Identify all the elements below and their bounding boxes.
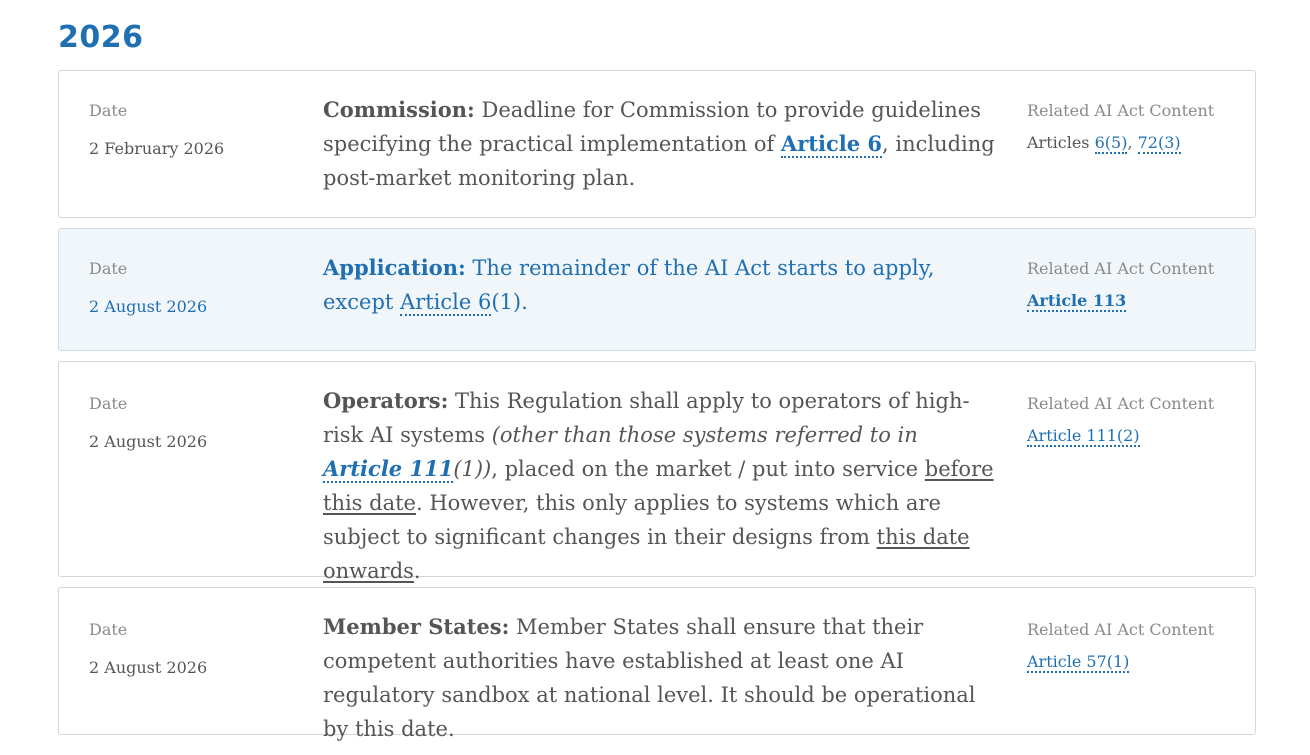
timeline-entry — [58, 361, 1256, 583]
entry-description — [323, 384, 995, 588]
article-link[interactable]: Article 6 — [780, 131, 883, 156]
description-text: . — [413, 559, 421, 583]
description-italic: (other than those systems referred to in — [491, 423, 918, 447]
related-label: Related AI Act Content — [1027, 101, 1215, 120]
date-column — [89, 394, 299, 452]
actor-label: Member States: — [323, 614, 510, 639]
article-link[interactable]: Article 6 — [400, 290, 492, 314]
date-label: Date — [89, 620, 128, 639]
description-text: Deadline for Commission to provide guidelines specifying the practical implementation of — [323, 98, 981, 156]
entry-description — [323, 251, 995, 319]
date-column — [89, 259, 299, 317]
related-article-link[interactable]: 6(5) — [1094, 133, 1128, 152]
related-column — [1027, 101, 1247, 153]
date-label: Date — [89, 259, 128, 278]
timeline-entry — [58, 70, 1256, 218]
actor-label: Operators: — [323, 388, 449, 413]
actor-label: Application: — [323, 255, 466, 280]
date-label: Date — [89, 394, 128, 413]
description-text: (1). — [491, 290, 528, 314]
underlined-phrase: this date onwards — [323, 525, 970, 583]
related-value — [1027, 291, 1247, 311]
description-text: . However, this only applies to systems which are subject to significant changes in their designs from — [323, 491, 941, 549]
date-value: 2 August 2026 — [89, 658, 208, 677]
date-value: 2 August 2026 — [89, 297, 208, 316]
description-text: Member States shall ensure that their competent authorities have established at least one AI regulatory sandbox at national level. It should be operational by this date. — [323, 615, 976, 741]
description-text: The remainder of the AI Act starts to apply, except — [323, 256, 935, 314]
related-label: Related AI Act Content — [1027, 620, 1215, 639]
related-article-link[interactable]: Article 57(1) — [1027, 652, 1130, 671]
related-column — [1027, 259, 1247, 311]
timeline-entry — [58, 587, 1256, 741]
date-value: 2 August 2026 — [89, 432, 208, 451]
description-text: , including post-market monitoring plan. — [323, 132, 995, 190]
entry-description — [323, 610, 995, 746]
related-label: Related AI Act Content — [1027, 259, 1215, 278]
related-value — [1027, 652, 1247, 672]
date-label: Date — [89, 101, 128, 120]
year-heading: 2026 — [58, 20, 144, 55]
entry-description — [323, 93, 995, 195]
related-prefix: Articles — [1027, 133, 1095, 152]
related-value — [1027, 133, 1247, 153]
related-separator: , — [1127, 133, 1138, 152]
date-column — [89, 620, 299, 678]
related-column — [1027, 394, 1247, 446]
related-value — [1027, 426, 1247, 446]
article-link-label: Article 111 — [323, 456, 454, 481]
related-column — [1027, 620, 1247, 672]
underlined-phrase: before this date — [323, 457, 994, 515]
description-italic: (1)) — [453, 457, 492, 481]
description-text: This Regulation shall apply to operators of high-risk AI systems — [323, 389, 970, 447]
related-article-link[interactable]: Article 111(2) — [1027, 426, 1140, 445]
timeline-entry-highlighted — [58, 228, 1256, 351]
actor-label: Commission: — [323, 97, 475, 122]
date-value: 2 February 2026 — [89, 139, 225, 158]
article-link[interactable] — [323, 456, 453, 483]
description-text: , placed on the market / put into service — [491, 457, 925, 481]
related-article-link[interactable]: Article 113 — [1027, 291, 1127, 310]
related-article-link[interactable]: 72(3) — [1137, 133, 1181, 152]
date-column — [89, 101, 299, 159]
related-label: Related AI Act Content — [1027, 394, 1215, 413]
